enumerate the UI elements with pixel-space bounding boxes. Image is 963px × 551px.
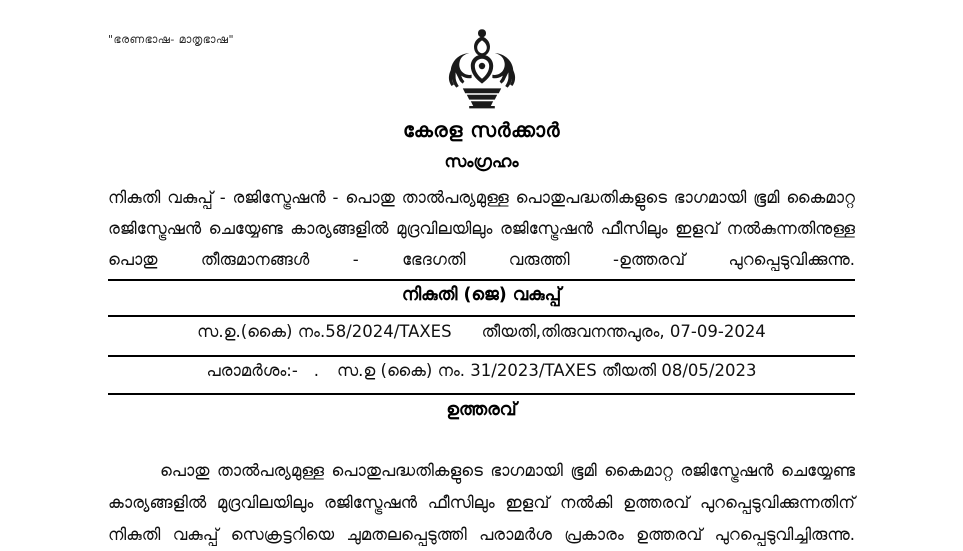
emblem-container xyxy=(0,26,963,114)
kerala-government-emblem-icon xyxy=(434,26,530,114)
abstract-heading: സംഗ്രഹം xyxy=(444,152,519,172)
order-paragraph-line-3: നികുതി വകുപ്പ് സെക്രട്ടറിയെ ചുമതലപ്പെടുത്തി പരാമർശ പ്രകാരം ഉത്തരവ് പുറപ്പെടുവിച്ചിരുന്നു. xyxy=(108,525,855,544)
order-body xyxy=(108,455,855,551)
government-order-row xyxy=(108,322,855,342)
reference-value: സ.ഉ (കൈ) നം. 31/2023/TAXES തീയതി 08/05/2023 xyxy=(337,361,757,380)
order-heading: ഉത്തരവ് xyxy=(446,400,517,420)
divider-line-4 xyxy=(108,393,855,395)
reference-label: പരാമർശം:- xyxy=(206,361,298,380)
department-line: നികുതി (ജെ) വകുപ്പ് xyxy=(401,285,562,305)
motto-text: "ഭരണഭാഷ- മാതൃഭാഷ" xyxy=(108,33,235,46)
order-line-1-text: പൊതു താൽപര്യമുള്ള പൊതുപദ്ധതികളുടെ ഭാഗമായി ഭൂമി കൈമാറ്റ രജിസ്ട്രേഷൻ ചെയ്യേണ്ട xyxy=(160,461,855,480)
divider-line-3 xyxy=(108,355,855,357)
reference-dot: . xyxy=(313,361,322,380)
divider-line-1 xyxy=(108,279,855,281)
go-number: സ.ഉ.(കൈ) നം.58/2024/TAXES xyxy=(197,322,452,341)
order-paragraph-line-1 xyxy=(108,455,855,487)
abstract-text: നികുതി വകുപ്പ് - രജിസ്ട്രേഷൻ - പൊതു താൽപര്യമുള്ള പൊതുപദ്ധതികളുടെ ഭാഗമായി ഭൂമി കൈമാറ്റ രജിസ്ട്രേഷൻ ചെയ്യേണ്ട കാര്യങ്ങളിൽ മുദ്രവിലയിലും രജിസ്ട്രേഷൻ ഫീസിലും ഇളവ് നൽകുന്നതിനുള്ള പൊതു തീരുമാനങ്ങൾ - ഭേദഗതി വരുത്തി -ഉത്തരവ് പുറപ്പെടുവിക്കുന്നു. xyxy=(108,188,855,269)
go-place-date: തീയതി,തിരുവനന്തപുരം, 07-09-2024 xyxy=(481,322,766,341)
reference-row xyxy=(108,361,855,381)
government-title: കേരള സർക്കാർ xyxy=(403,118,560,142)
order-paragraph-line-2: കാര്യങ്ങളിൽ മുദ്രവിലയിലും രജിസ്ട്രേഷൻ ഫീസിലും ഇളവ് നൽകി ഉത്തരവ് പുറപ്പെടുവിക്കുന്നതിന് xyxy=(108,493,855,512)
divider-line-2 xyxy=(108,315,855,317)
